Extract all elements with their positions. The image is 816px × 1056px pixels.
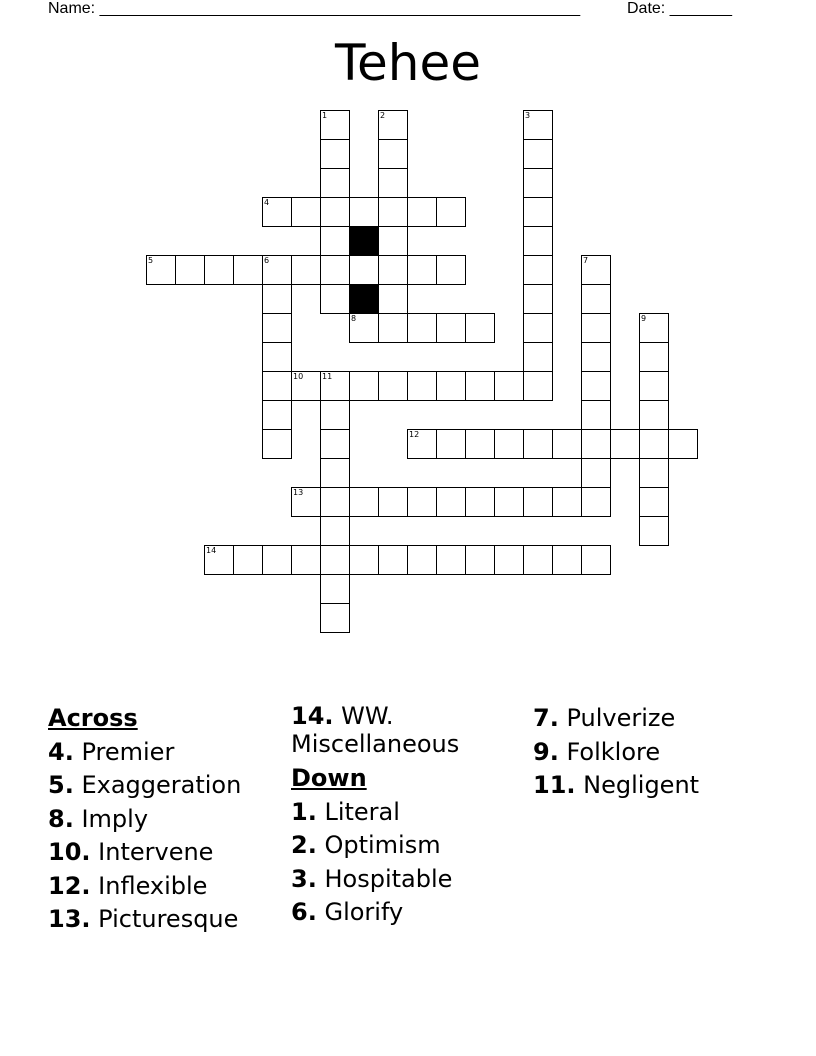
grid-cell[interactable]: [436, 545, 466, 575]
grid-cell[interactable]: [204, 255, 234, 285]
grid-cell[interactable]: [581, 255, 611, 285]
grid-cell[interactable]: [523, 255, 553, 285]
grid-cell[interactable]: [581, 429, 611, 459]
grid-cell[interactable]: [175, 255, 205, 285]
grid-cell[interactable]: [436, 487, 466, 517]
grid-cell[interactable]: [262, 255, 292, 285]
grid-cell[interactable]: [581, 371, 611, 401]
clue-column-3: [533, 702, 763, 803]
grid-cell[interactable]: [320, 168, 350, 198]
grid-cell[interactable]: [407, 255, 437, 285]
clue-number: 8.: [48, 804, 74, 833]
clue-across-8: [48, 803, 278, 837]
clue-text: Inflexible: [98, 871, 208, 900]
clue-text: Exaggeration: [81, 771, 242, 799]
clue-text: Negligent: [583, 771, 700, 799]
clue-down-11: [533, 769, 763, 803]
grid-cell[interactable]: [262, 371, 292, 401]
clue-number: 14.: [291, 702, 334, 730]
grid-cell[interactable]: [523, 313, 553, 343]
cell-number: 1: [322, 111, 328, 120]
grid-cell[interactable]: [146, 255, 176, 285]
grid-cell[interactable]: [262, 197, 292, 227]
grid-cell[interactable]: [262, 429, 292, 459]
grid-cell[interactable]: [378, 110, 408, 140]
grid-cell[interactable]: [378, 226, 408, 256]
grid-cell[interactable]: [581, 400, 611, 430]
grid-cell[interactable]: [436, 371, 466, 401]
grid-cell[interactable]: [494, 487, 524, 517]
grid-cell[interactable]: [407, 313, 437, 343]
grid-cell[interactable]: [320, 458, 350, 488]
clue-column-1: [48, 702, 278, 937]
grid-cell[interactable]: [523, 168, 553, 198]
grid-cell[interactable]: [378, 545, 408, 575]
grid-cell[interactable]: [407, 545, 437, 575]
grid-cell[interactable]: [581, 545, 611, 575]
grid-cell[interactable]: [407, 197, 437, 227]
cell-number: 14: [206, 546, 217, 555]
clue-text: Hospitable: [324, 864, 453, 893]
grid-cell[interactable]: [581, 458, 611, 488]
clue-text: Pulverize: [566, 704, 676, 732]
grid-cell[interactable]: [320, 603, 350, 633]
clue-across-14: [291, 702, 521, 762]
grid-cell[interactable]: [349, 545, 379, 575]
grid-cell[interactable]: [523, 342, 553, 372]
clue-down-1: [291, 796, 521, 830]
grid-cell[interactable]: [233, 255, 263, 285]
clue-across-13: [48, 903, 278, 937]
grid-cell[interactable]: [291, 255, 321, 285]
cell-number: 5: [148, 256, 154, 265]
grid-cell[interactable]: [552, 429, 582, 459]
clue-text: Glorify: [324, 898, 404, 926]
grid-cell[interactable]: [378, 255, 408, 285]
grid-cell[interactable]: [581, 342, 611, 372]
grid-cell[interactable]: [523, 197, 553, 227]
grid-cell[interactable]: [465, 487, 495, 517]
across-heading: Across: [48, 704, 138, 732]
grid-cell[interactable]: [465, 313, 495, 343]
cell-number: 4: [264, 198, 270, 207]
grid-cell[interactable]: [320, 371, 350, 401]
clue-number: 13.: [48, 905, 91, 933]
cell-number: 10: [293, 372, 304, 381]
grid-cell[interactable]: [465, 371, 495, 401]
grid-cell[interactable]: [494, 429, 524, 459]
grid-block: [349, 284, 379, 314]
clue-text: Optimism: [324, 831, 441, 859]
grid-cell[interactable]: [291, 487, 321, 517]
grid-cell[interactable]: [639, 429, 669, 459]
grid-cell[interactable]: [407, 429, 437, 459]
grid-cell[interactable]: [320, 139, 350, 169]
grid-cell[interactable]: [639, 458, 669, 488]
clue-down-2: [291, 829, 521, 863]
grid-cell[interactable]: [523, 429, 553, 459]
grid-cell[interactable]: [320, 400, 350, 430]
grid-cell[interactable]: [233, 545, 263, 575]
clue-number: 5.: [48, 771, 74, 799]
grid-cell[interactable]: [320, 226, 350, 256]
cell-number: 13: [293, 488, 304, 497]
clue-number: 1.: [291, 797, 317, 826]
grid-cell[interactable]: [668, 429, 698, 459]
clue-text: Literal: [324, 797, 400, 826]
grid-cell[interactable]: [639, 516, 669, 546]
grid-cell[interactable]: [494, 371, 524, 401]
clue-number: 3.: [291, 864, 317, 893]
clue-down-7: [533, 702, 763, 736]
down-heading: Down: [291, 764, 367, 792]
grid-cell[interactable]: [349, 313, 379, 343]
clue-text: Folklore: [566, 737, 661, 766]
grid-cell[interactable]: [378, 168, 408, 198]
grid-cell[interactable]: [523, 110, 553, 140]
grid-cell[interactable]: [378, 371, 408, 401]
cell-number: 9: [641, 314, 647, 323]
clue-number: 11.: [533, 771, 576, 799]
grid-cell[interactable]: [523, 226, 553, 256]
grid-cell[interactable]: [465, 429, 495, 459]
grid-cell[interactable]: [262, 545, 292, 575]
grid-cell[interactable]: [436, 429, 466, 459]
clue-text: Intervene: [98, 838, 214, 866]
grid-cell[interactable]: [639, 342, 669, 372]
clue-text: Imply: [81, 804, 149, 833]
clue-down-3: [291, 863, 521, 897]
grid-cell[interactable]: [349, 197, 379, 227]
clue-text: WW. Miscellaneous: [291, 702, 460, 758]
grid-cell[interactable]: [262, 313, 292, 343]
clue-number: 9.: [533, 737, 559, 766]
grid-cell[interactable]: [581, 313, 611, 343]
grid-cell[interactable]: [320, 197, 350, 227]
clue-text: Picturesque: [98, 905, 239, 933]
grid-cell[interactable]: [436, 197, 466, 227]
clue-number: 7.: [533, 704, 559, 732]
grid-cell[interactable]: [407, 487, 437, 517]
clue-column-2: [291, 702, 521, 930]
grid-cell[interactable]: [523, 284, 553, 314]
clue-across-5: [48, 769, 278, 803]
clue-across-12: [48, 870, 278, 904]
clue-across-10: [48, 836, 278, 870]
cell-number: 8: [351, 314, 357, 323]
grid-cell[interactable]: [639, 313, 669, 343]
grid-cell[interactable]: [436, 255, 466, 285]
grid-cell[interactable]: [262, 342, 292, 372]
grid-cell[interactable]: [320, 429, 350, 459]
grid-cell[interactable]: [349, 487, 379, 517]
grid-cell[interactable]: [552, 487, 582, 517]
grid-cell[interactable]: [291, 371, 321, 401]
grid-cell[interactable]: [320, 255, 350, 285]
grid-cell[interactable]: [639, 487, 669, 517]
grid-cell[interactable]: [204, 545, 234, 575]
grid-cell[interactable]: [378, 284, 408, 314]
cell-number: 7: [583, 256, 589, 265]
clue-across-4: [48, 736, 278, 770]
grid-cell[interactable]: [262, 400, 292, 430]
grid-cell[interactable]: [523, 487, 553, 517]
grid-cell[interactable]: [262, 284, 292, 314]
grid-cell[interactable]: [465, 545, 495, 575]
grid-cell[interactable]: [581, 284, 611, 314]
grid-cell[interactable]: [320, 487, 350, 517]
grid-cell[interactable]: [523, 139, 553, 169]
grid-cell[interactable]: [378, 313, 408, 343]
cell-number: 6: [264, 256, 270, 265]
cell-number: 11: [322, 372, 333, 381]
puzzle-title: Tehee: [334, 34, 482, 92]
grid-cell[interactable]: [320, 284, 350, 314]
cell-number: 3: [525, 111, 531, 120]
grid-cell[interactable]: [523, 371, 553, 401]
grid-cell[interactable]: [320, 516, 350, 546]
clue-number: 2.: [291, 831, 317, 859]
grid-cell[interactable]: [349, 255, 379, 285]
grid-cell[interactable]: [639, 400, 669, 430]
grid-cell[interactable]: [378, 487, 408, 517]
grid-cell[interactable]: [552, 545, 582, 575]
grid-cell[interactable]: [378, 197, 408, 227]
grid-cell[interactable]: [291, 545, 321, 575]
grid-cell[interactable]: [291, 197, 321, 227]
grid-cell[interactable]: [436, 313, 466, 343]
cell-number: 12: [409, 430, 420, 439]
grid-block: [349, 226, 379, 256]
clue-number: 12.: [48, 871, 91, 900]
grid-cell[interactable]: [494, 545, 524, 575]
grid-cell[interactable]: [320, 545, 350, 575]
clue-number: 6.: [291, 898, 317, 926]
grid-cell[interactable]: [407, 371, 437, 401]
grid-cell[interactable]: [378, 139, 408, 169]
clue-number: 10.: [48, 838, 91, 866]
grid-cell[interactable]: [320, 574, 350, 604]
grid-cell[interactable]: [610, 429, 640, 459]
clue-number: 4.: [48, 737, 74, 766]
grid-cell[interactable]: [320, 110, 350, 140]
grid-cell[interactable]: [581, 487, 611, 517]
clue-text: Premier: [81, 737, 175, 766]
date-field: Date: _______: [627, 0, 732, 17]
grid-cell[interactable]: [523, 545, 553, 575]
clue-down-9: [533, 736, 763, 770]
grid-cell[interactable]: [639, 371, 669, 401]
cell-number: 2: [380, 111, 386, 120]
name-field: Name: ______________________________________________________: [48, 0, 581, 17]
clue-down-6: [291, 896, 521, 930]
grid-cell[interactable]: [349, 371, 379, 401]
